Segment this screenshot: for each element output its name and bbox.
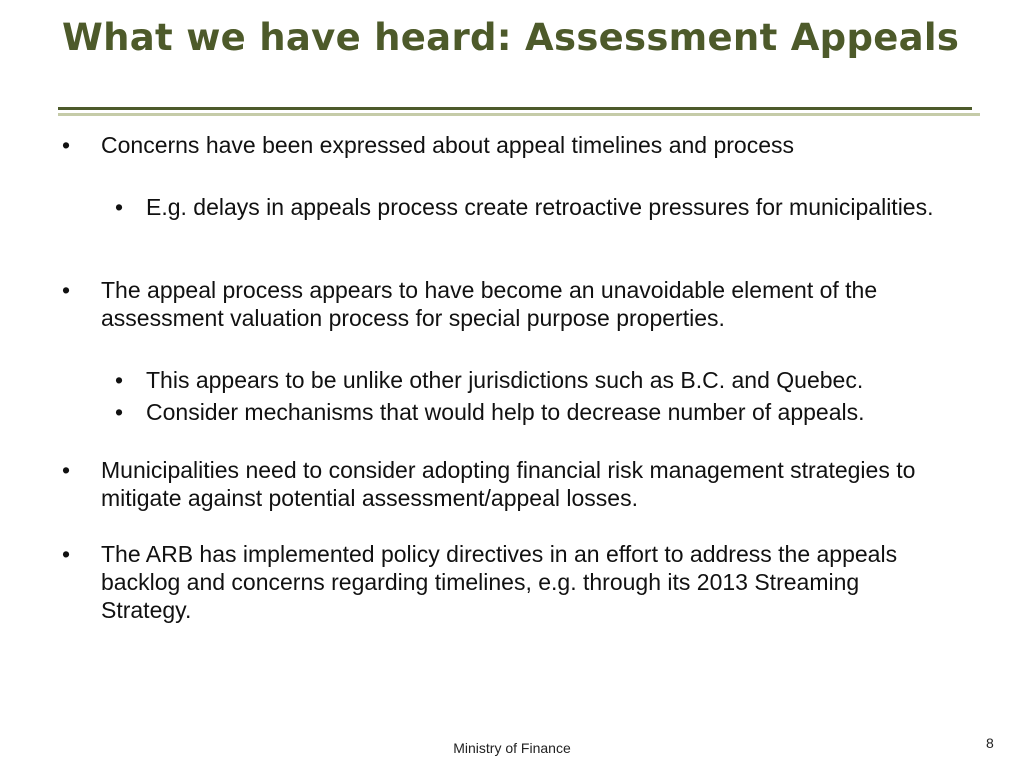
- sub-bullet-item: [115, 193, 955, 221]
- title-underline-dark: [58, 107, 972, 110]
- bullet-item: [62, 456, 942, 512]
- bullet-text: This appears to be unlike other jurisdictions such as B.C. and Quebec.: [146, 367, 864, 393]
- footer-text: Ministry of Finance: [453, 740, 571, 756]
- bullet-marker: •: [62, 132, 71, 158]
- bullet-marker: •: [115, 194, 124, 220]
- bullet-text: Concerns have been expressed about appeal timelines and process: [101, 132, 794, 158]
- bullet-marker: •: [62, 277, 71, 303]
- sub-bullet-item: [115, 366, 955, 394]
- sub-bullet-item: [115, 398, 955, 426]
- bullet-text: The ARB has implemented policy directives in an effort to address the appeals backlog and concerns regarding timelines, e.g. through its 2013 Streaming Strategy.: [101, 541, 898, 623]
- slide-title: What we have heard: Assessment Appeals: [62, 16, 960, 59]
- bullet-text: Municipalities need to consider adopting financial risk management strategies to mitigate against potential assessment/appeal losses.: [101, 457, 916, 511]
- bullet-marker: •: [115, 399, 124, 425]
- bullet-item: [62, 131, 942, 159]
- page-number: 8: [986, 735, 994, 751]
- bullet-marker: •: [62, 457, 71, 483]
- bullet-text: E.g. delays in appeals process create retroactive pressures for municipalities.: [146, 194, 934, 220]
- bullet-item: [62, 540, 942, 624]
- bullet-item: [62, 276, 942, 332]
- bullet-marker: •: [62, 541, 71, 567]
- title-underline-light: [58, 113, 980, 116]
- bullet-text: Consider mechanisms that would help to decrease number of appeals.: [146, 399, 865, 425]
- bullet-marker: •: [115, 367, 124, 393]
- bullet-text: The appeal process appears to have become an unavoidable element of the assessment valuation process for special purpose properties.: [101, 277, 878, 331]
